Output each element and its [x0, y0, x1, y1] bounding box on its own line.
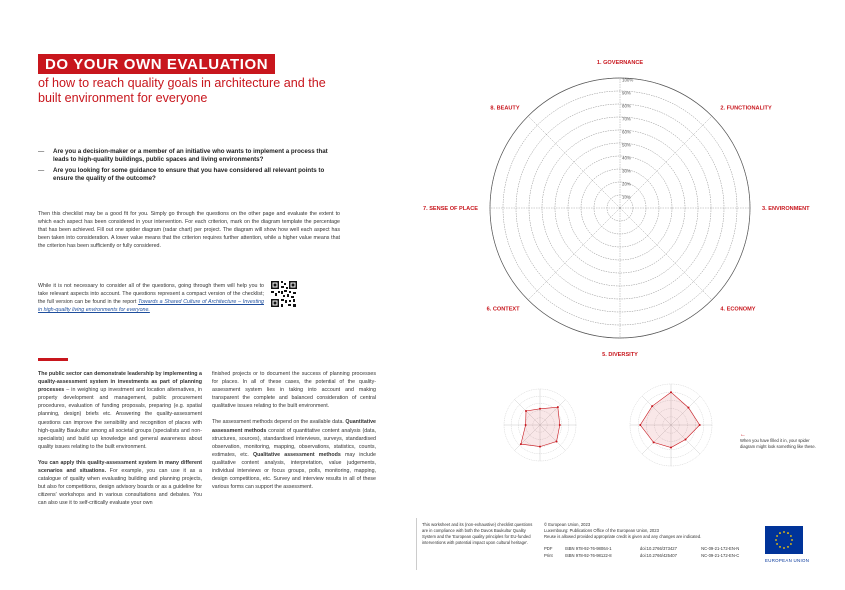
bold-text: You can apply this quality-assessment system in many different scenarios and situations.: [38, 459, 202, 475]
table-cell: ISBN 978-92-76-98064-1: [564, 546, 612, 551]
bold-text: The public sector can demonstrate leadership by implementing a quality-assessment system in investments as part of planning processes: [38, 371, 202, 394]
example-data-point: [539, 408, 541, 410]
example-data-point: [687, 407, 689, 409]
eu-flag-icon: [765, 526, 803, 554]
table-cell: PDF: [544, 546, 553, 551]
example-data-point: [653, 441, 655, 443]
body-text: consist of quantitative content analysis (data, structures, sources), standardised interviews, surveys, standardised observation, monitoring, mapping, observations, statistics, counts, estimates, etc.: [212, 427, 376, 458]
reuse-text: Reuse is allowed provided appropriate credit is given and any changes are indicated.: [544, 534, 702, 539]
example-series-area: [521, 407, 560, 446]
example-data-point: [539, 446, 541, 448]
example-data-point: [525, 424, 527, 426]
axis-label: 6. CONTEXT: [486, 306, 520, 313]
axis-label: 1. GOVERNANCE: [596, 60, 644, 66]
axis-label: 5. DIVERSITY: [602, 352, 638, 358]
question-list: [38, 148, 338, 186]
example-radar-chart: [500, 380, 580, 470]
ring-label: 10%: [622, 194, 631, 200]
table-cell: ISBN 978-92-76-98122-8: [564, 553, 612, 558]
question-item: — Are you looking for some guidance to ensure that you have considered all relevant points to ensure the quality of the outcome?: [38, 167, 338, 183]
section-divider: [38, 358, 68, 361]
eu-star: [776, 535, 778, 537]
bold-text: Quantitative assessment methods: [212, 419, 376, 434]
body-text: may include qualitative content analysis, interpretation, value judgements, individual interviews or focus groups, polls, monitoring, mapping, design competitions, etc. Survey and interview results in all of these various forms can support the assessment.: [212, 451, 376, 491]
report-link[interactable]: Towards a Shared Culture of Architecture – Investing in high-quality living environments for everyone.: [38, 299, 264, 313]
eu-star: [790, 543, 792, 545]
radar-chart-template: [410, 48, 830, 363]
copyright-text: © European Union, 2023: [544, 522, 591, 527]
page-title: DO YOUR OWN EVALUATION: [38, 54, 275, 74]
arrow-left-icon: ←: [740, 432, 746, 438]
axis-label: 4. ECONOMY: [720, 306, 756, 313]
example-radar-chart: [626, 380, 716, 470]
example-data-point: [651, 405, 653, 407]
body-column-right: [212, 370, 376, 499]
eu-star: [775, 539, 777, 541]
axis-label: 8. BEAUTY: [490, 105, 520, 112]
ring-label: 60%: [622, 129, 631, 135]
page-subtitle: of how to reach quality goals in architecture and the built environment for everyone: [38, 76, 326, 105]
example-data-point: [670, 447, 672, 449]
table-cell: Print: [544, 553, 553, 558]
eu-star: [787, 546, 789, 548]
question-item: — Are you a decision-maker or a member of an initiative who wants to implement a process that leads to high-quality buildings, public spaces and living environments?: [38, 148, 338, 164]
body-paragraph: [212, 418, 376, 491]
axis-label: 2. FUNCTIONALITY: [720, 105, 772, 112]
ring-label: 20%: [622, 181, 631, 187]
eu-star: [779, 546, 781, 548]
example-data-point: [556, 441, 558, 443]
example-data-point: [525, 410, 527, 412]
footer-divider: [416, 518, 417, 570]
body-column-left: [38, 370, 202, 516]
eu-star: [783, 531, 785, 533]
publisher-text: Luxembourg: Publications Office of the European Union, 2023: [544, 528, 659, 533]
eu-star: [779, 532, 781, 534]
example-data-point: [639, 424, 641, 426]
example-data-point: [559, 424, 561, 426]
body-text: – in weighing up investment and location alternatives, in property development and management, public procurement procedures, evaluation of funding proposals, preparing (e.g. spatial planning, design) briefs etc. Answering the quality-assessment questions can improve the sensibility and recognition of places with high-quality Baukultur among all societal groups (specialists and non-specialists) and build up knowledge and general awareness about quality issues relating to the built environment.: [38, 387, 202, 450]
example-data-point: [557, 406, 559, 408]
example-data-point: [520, 443, 522, 445]
table-row: [544, 546, 764, 553]
example-data-point: [684, 438, 686, 440]
eu-star: [790, 535, 792, 537]
ring-label: 30%: [622, 168, 631, 174]
ring-label: 70%: [622, 116, 631, 122]
body-text: For example, you can use it as a catalogue of quality when evaluating building and planning projects, but also for competitions, design advisory boards or as a guideline for citizens' workshops and in various consultations and debates. You can also use it to self-critically evaluate your own: [38, 468, 202, 507]
eu-star: [787, 532, 789, 534]
table-cell: NC-09-21-172-EN-C: [701, 553, 740, 558]
second-paragraph: [38, 282, 264, 314]
example-note-text: When you have filled it in, your spider diagram might look something like these.: [740, 438, 816, 449]
table-cell: NC-09-21-172-EN-N: [701, 546, 740, 551]
ring-label: 50%: [622, 142, 631, 148]
table-cell: doi:10.2766/373427: [639, 546, 677, 551]
axis-label: 7. SENSE OF PLACE: [422, 206, 478, 212]
ring-label: 80%: [622, 103, 631, 109]
eu-label: EUROPEAN UNION: [765, 558, 810, 563]
footer-publication-info: [544, 522, 754, 540]
isbn-table: [544, 546, 764, 560]
bold-text: Qualitative assessment methods: [253, 451, 341, 458]
body-paragraph: [38, 370, 202, 451]
body-paragraph: finished projects or to document the success of planning processes for places. In all of these cases, the potential of the quality-assessment system lies in taking into account and making transparent the complete and balanced consideration of central qualitative issues relating to the built environment.: [212, 371, 376, 410]
table-row: [544, 553, 764, 560]
example-note: [740, 432, 820, 450]
footer-compliance-text: This worksheet and its (non-exhaustive) checklist questions are in compliance with both the Davos Baukultur Quality System and the 'European quality principles for EU-funded interventions with potential impact upon cultural heritage'.: [422, 522, 533, 545]
eu-star: [776, 543, 778, 545]
body-text: The assessment methods depend on the available data.: [212, 419, 346, 426]
radar-axis: [620, 116, 712, 208]
eu-star: [791, 539, 793, 541]
body-paragraph: [38, 459, 202, 508]
second-paragraph-text: While it is not necessary to consider all of the questions, going through them will help you to take relevant aspects into account. The questions represent a compact version of the checklist; the full version can be found in the report: [38, 283, 264, 305]
ring-label: 90%: [622, 90, 631, 96]
example-data-point: [699, 424, 701, 426]
table-cell: doi:10.2766/425407: [639, 553, 677, 558]
intro-paragraph: Then this checklist may be a good fit for you. Simply go through the questions on the other page and evaluate the extent to which each aspect has been considered in your intervention. For each criterion, mark on the diagram template the percentage that has been achieved. Fill out one spider diagram (radar chart) per project. The diagram will show how well each aspect has been taken into consideration. A lower value means that the criterion requires further attention, while a higher value means that the criterion has been sufficiently or fully considered.: [38, 211, 340, 249]
qr-code-icon: [270, 280, 298, 308]
example-data-point: [670, 391, 672, 393]
radar-axis: [528, 116, 620, 208]
eu-star: [783, 547, 785, 549]
ring-label: 100%: [622, 77, 634, 83]
ring-label: 40%: [622, 155, 631, 161]
axis-label: 3. ENVIRONMENT: [762, 206, 810, 212]
